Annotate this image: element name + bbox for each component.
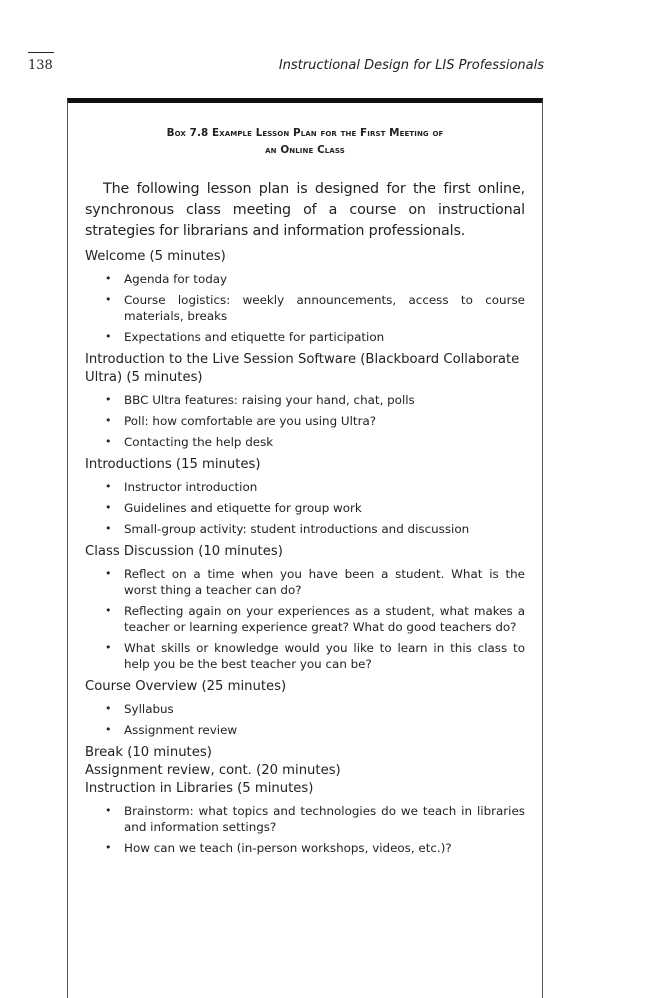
bullet-item <box>85 329 525 345</box>
bullet-list <box>85 566 525 672</box>
bullet-marker: • <box>105 804 112 817</box>
bullet-text: BBC Ultra features: raising your hand, chat, polls <box>124 393 415 407</box>
schedule-lines <box>85 744 525 798</box>
running-head: Instructional Design for LIS Professionals <box>278 58 544 73</box>
page-number-rule <box>28 52 54 53</box>
bullet-marker: • <box>105 723 112 736</box>
section-heading: Introductions (15 minutes) <box>85 457 261 472</box>
bullet-text: Expectations and etiquette for participation <box>124 330 385 344</box>
intro-paragraph: The following lesson plan is designed for the first online, synchronous class meeting of a course on instructional strategies for librarians and information professionals. <box>85 181 525 239</box>
section-heading: Introduction to the Live Session Software (Blackboard Collaborate Ultra) (5 minutes) <box>85 352 520 385</box>
box-title <box>68 125 542 159</box>
section-welcome <box>85 248 525 345</box>
bullet-item <box>85 392 525 408</box>
box-title-line-1: Box 7.8 Example Lesson Plan for the First Meeting of <box>166 127 444 139</box>
bullet-text: Syllabus <box>124 702 174 716</box>
bullet-item <box>85 701 525 717</box>
lesson-plan-box <box>67 98 543 998</box>
section-introductions <box>85 456 525 537</box>
bullet-list <box>85 271 525 345</box>
section-live-session-software <box>85 351 525 450</box>
bullet-marker: • <box>105 841 112 854</box>
section-heading: Course Overview (25 minutes) <box>85 679 287 694</box>
box-content <box>85 179 525 862</box>
bullet-item <box>85 521 525 537</box>
bullet-item <box>85 292 525 324</box>
section-class-discussion <box>85 543 525 672</box>
bullet-marker: • <box>105 567 112 580</box>
bullet-marker: • <box>105 522 112 535</box>
bullet-item <box>85 434 525 450</box>
bullet-marker: • <box>105 414 112 427</box>
bullet-text: How can we teach (in-person workshops, videos, etc.)? <box>124 841 452 855</box>
bullet-marker: • <box>105 393 112 406</box>
bullet-item <box>85 566 525 598</box>
bullet-marker: • <box>105 641 112 654</box>
bullet-text: What skills or knowledge would you like to learn in this class to help you be the best teacher you can be? <box>124 641 525 671</box>
bullet-item <box>85 840 525 856</box>
bullet-item <box>85 413 525 429</box>
bullet-text: Reflect on a time when you have been a student. What is the worst thing a teacher can do? <box>124 567 525 597</box>
bullet-item <box>85 479 525 495</box>
bullet-marker: • <box>105 604 112 617</box>
section-course-overview <box>85 678 525 738</box>
bullet-list <box>85 803 525 856</box>
bullet-item <box>85 803 525 835</box>
bullet-list <box>85 479 525 537</box>
bullet-marker: • <box>105 480 112 493</box>
bullet-text: Course logistics: weekly announcements, access to course materials, breaks <box>124 293 525 323</box>
bullet-marker: • <box>105 501 112 514</box>
bullet-text: Agenda for today <box>124 272 228 286</box>
bullet-list <box>85 701 525 738</box>
bullet-item <box>85 640 525 672</box>
bullet-list <box>85 392 525 450</box>
bullet-marker: • <box>105 272 112 285</box>
box-title-line-2: an Online Class <box>265 144 345 156</box>
bullet-text: Instructor introduction <box>124 480 258 494</box>
bullet-marker: • <box>105 293 112 306</box>
section-heading: Class Discussion (10 minutes) <box>85 544 283 559</box>
section-heading: Welcome (5 minutes) <box>85 249 226 264</box>
bullet-text: Brainstorm: what topics and technologies do we teach in libraries and information settings? <box>124 804 525 834</box>
bullet-item <box>85 500 525 516</box>
schedule-line-instruction-in-libraries: Instruction in Libraries (5 minutes) <box>85 781 314 796</box>
schedule-line-assignment-review: Assignment review, cont. (20 minutes) <box>85 763 341 778</box>
bullet-item <box>85 722 525 738</box>
bullet-text: Contacting the help desk <box>124 435 274 449</box>
bullet-text: Small-group activity: student introductions and discussion <box>124 522 470 536</box>
schedule-line-break: Break (10 minutes) <box>85 745 212 760</box>
bullet-marker: • <box>105 435 112 448</box>
bullet-text: Poll: how comfortable are you using Ultra? <box>124 414 377 428</box>
bullet-marker: • <box>105 702 112 715</box>
bullet-text: Assignment review <box>124 723 238 737</box>
bullet-item <box>85 603 525 635</box>
page-number: 138 <box>28 58 53 73</box>
bullet-item <box>85 271 525 287</box>
bullet-text: Guidelines and etiquette for group work <box>124 501 362 515</box>
bullet-marker: • <box>105 330 112 343</box>
bullet-text: Reflecting again on your experiences as a student, what makes a teacher or learning experience great? What do good teachers do? <box>124 604 525 634</box>
